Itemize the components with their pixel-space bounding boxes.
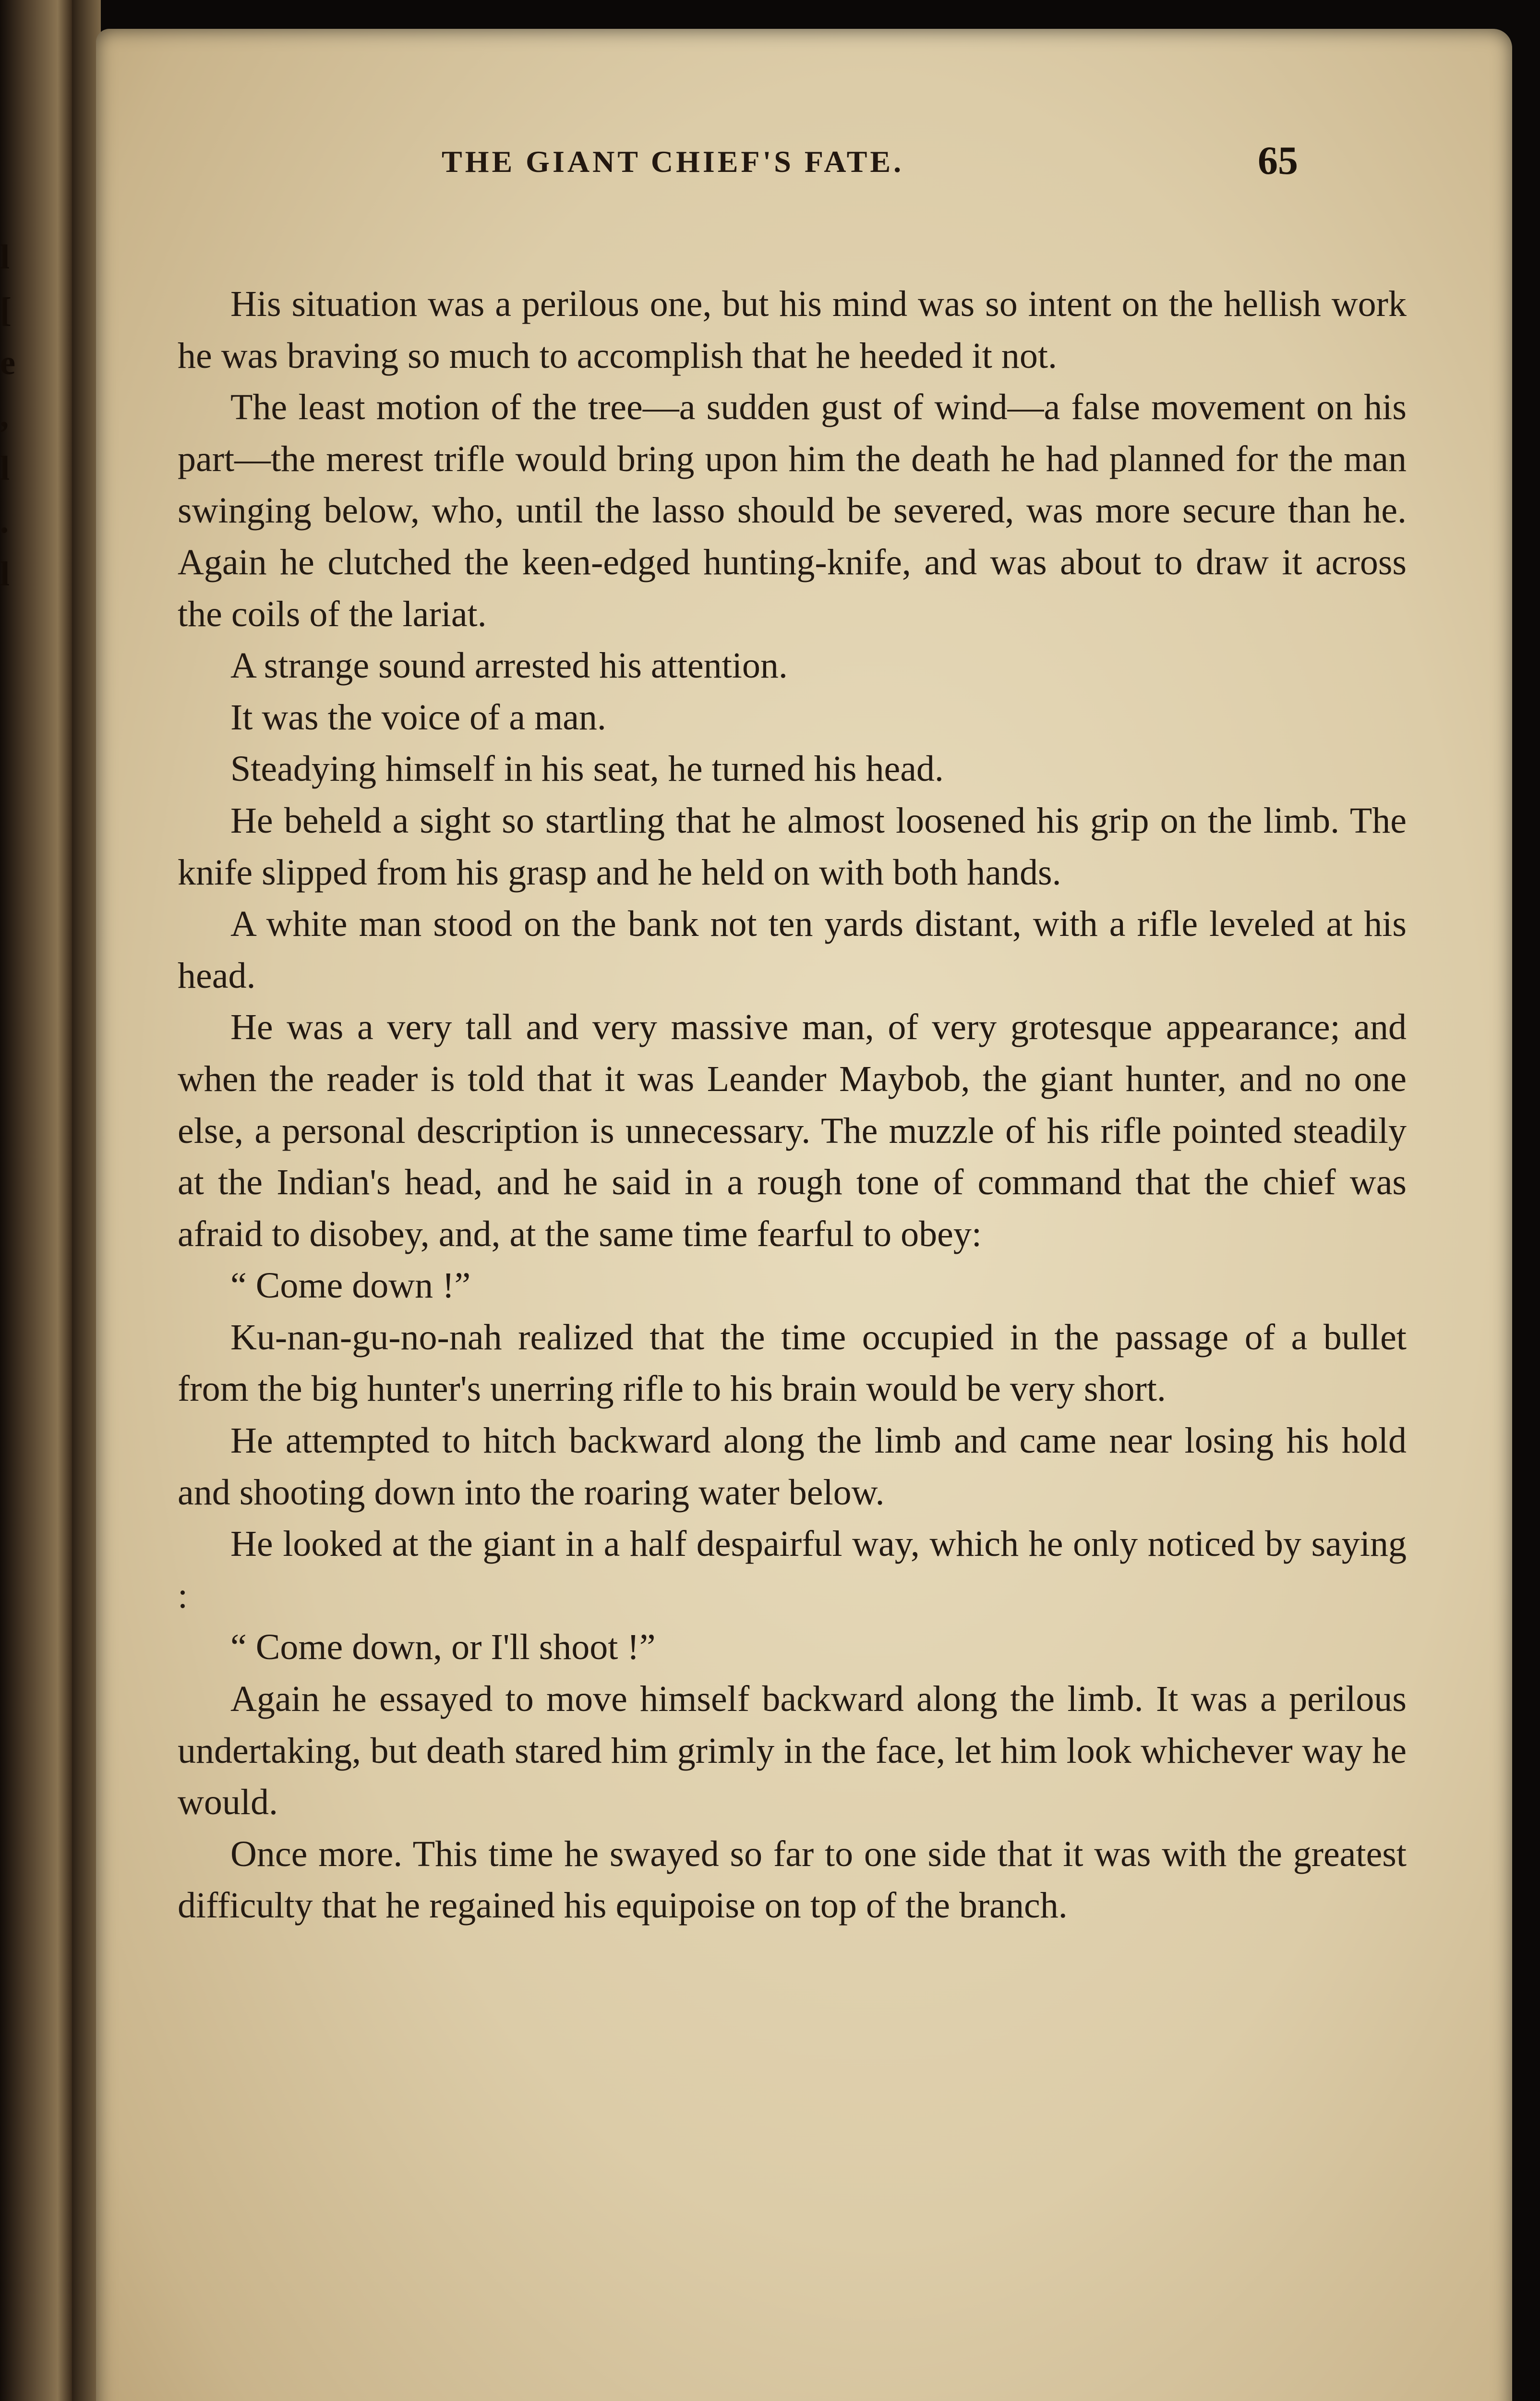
page-header xyxy=(96,138,1512,197)
paragraph: Again he essayed to move himself backward along the limb. It was a perilous undertaking, but death stared him grimly in the face, let him look whichever way he would. xyxy=(178,1679,1407,1823)
paragraph: It was the voice of a man. xyxy=(230,697,606,738)
paragraph: He was a very tall and very massive man, of very grotesque appearance; and when the reader is told that it was Leander Maybob, the giant hunter, and no one else, a personal description is unnecessary. The muzzle of his rifle pointed steadily at the Indian's head, and he said in a rough tone of command that the chief was afraid to disobey, and, at the same time fearful to obey: xyxy=(178,1007,1407,1254)
facing-page-fragment: l xyxy=(0,555,10,593)
paragraph: He attempted to hitch backward along the limb and came near losing his hold and shooting down into the roaring water below. xyxy=(178,1420,1407,1513)
facing-page-letter-fragments xyxy=(0,230,29,600)
paragraph: “ Come down !” xyxy=(230,1265,471,1306)
book-page xyxy=(96,29,1512,2401)
paragraph: A white man stood on the bank not ten yards distant, with a rifle leveled at his head. xyxy=(178,904,1407,996)
paragraph: Steadying himself in his seat, he turned his head. xyxy=(230,749,944,789)
paragraph: The least motion of the tree—a sudden gust of wind—a false movement on his part—the merest trifle would bring upon him the death he had planned for the man swinging below, who, until the lasso should be severed, was more secure than he. Again he clutched the keen-edged hunting-knife, and was about to draw it across the coils of the lariat. xyxy=(178,387,1407,634)
paragraph: “ Come down, or I'll shoot !” xyxy=(230,1627,656,1668)
facing-page-fragment: l xyxy=(0,449,10,487)
paragraph: He looked at the giant in a half despairful way, which he only noticed by saying : xyxy=(178,1524,1407,1616)
facing-page-fragment: [ xyxy=(0,291,12,329)
paragraph: Ku-nan-gu-no-nah realized that the time occupied in the passage of a bullet from the big hunter's unerring rifle to his brain would be very short. xyxy=(178,1317,1407,1409)
facing-page-fragment: l xyxy=(0,238,10,276)
paragraph: Once more. This time he swayed so far to one side that it was with the greatest difficulty that he regained his equipoise on top of the branch. xyxy=(178,1833,1407,1926)
paragraph: He beheld a sight so startling that he almost loosened his grip on the limb. The knife slipped from his grasp and he held on with both hands. xyxy=(178,800,1407,893)
facing-page-edge xyxy=(0,0,72,2401)
running-title: THE GIANT CHIEF'S FATE. xyxy=(442,145,904,179)
facing-page-fragment: e xyxy=(0,343,15,382)
page-number: 65 xyxy=(1258,138,1298,183)
paragraph: His situation was a perilous one, but his mind was so intent on the hellish work he was braving so much to accomplish that he heeded it not. xyxy=(178,284,1407,376)
facing-page-fragment: , xyxy=(0,396,9,435)
body-text xyxy=(178,279,1407,1932)
facing-page-fragment: . xyxy=(0,502,9,540)
paragraph: A strange sound arrested his attention. xyxy=(230,645,788,686)
